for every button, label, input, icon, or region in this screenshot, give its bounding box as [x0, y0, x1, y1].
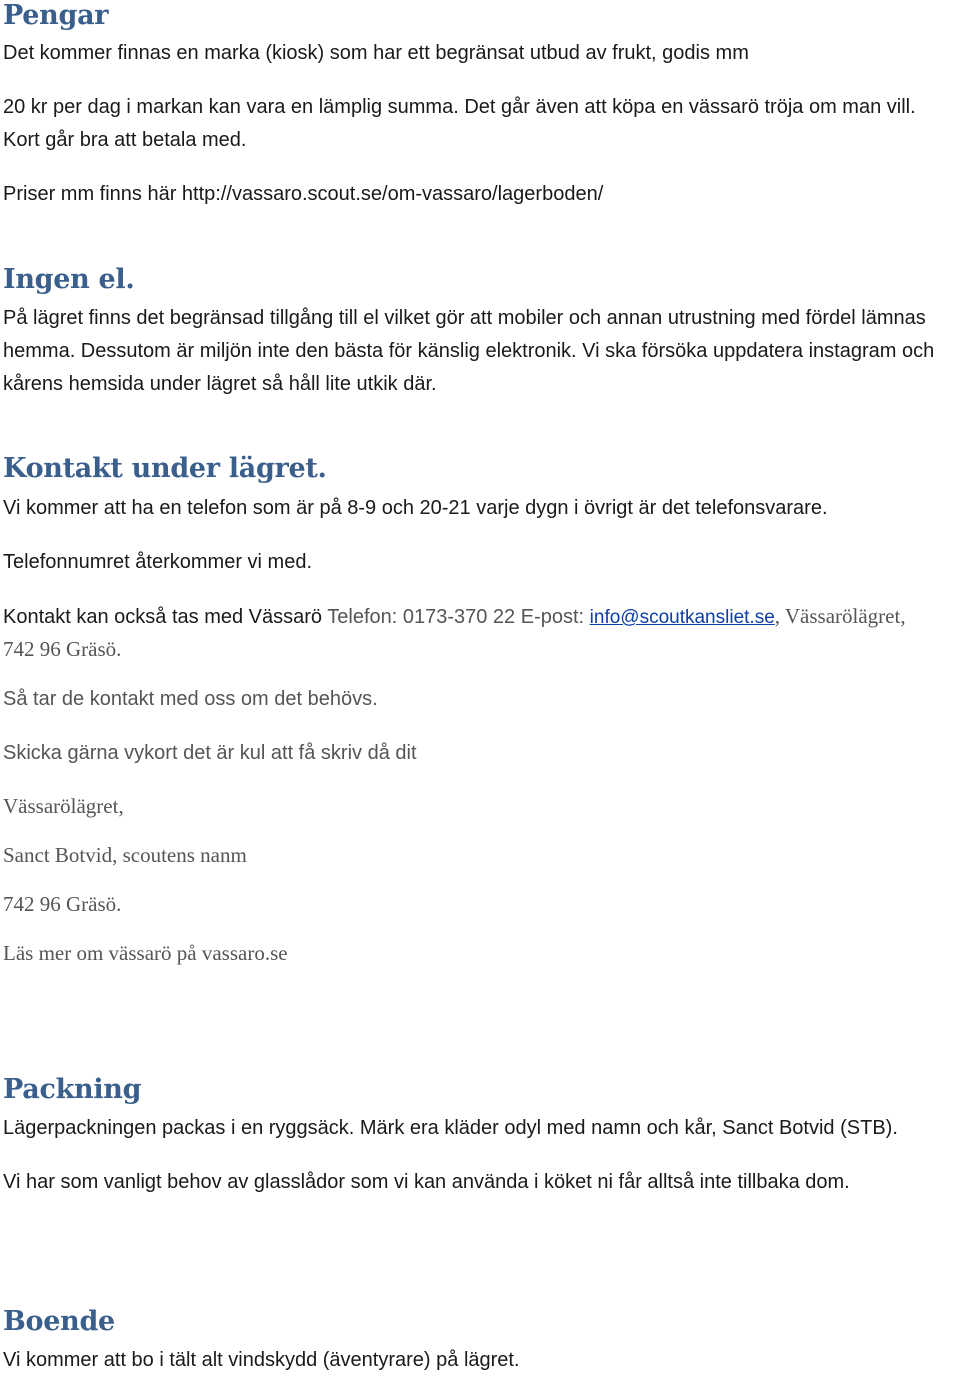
kontakt-prefix: Kontakt kan också tas med Vässarö: [3, 606, 328, 628]
heading-packning: Packning: [3, 1074, 142, 1105]
vassaro-more-text: Läs mer om vässarö på vassaro.se: [3, 941, 288, 965]
address-line-2: Sanct Botvid, scoutens nanm: [3, 843, 247, 867]
heading-ingen-el: Ingen el.: [3, 264, 135, 295]
kontakt-behovs-text: Så tar de kontakt med oss om det behövs.: [3, 688, 378, 710]
pengar-priser-text: Priser mm finns här http://vassaro.scout.se/om-vassaro/lagerboden/: [3, 183, 604, 205]
heading-kontakt: Kontakt under lägret.: [3, 453, 327, 484]
kontakt-vassaro-text: [3, 600, 906, 634]
email-link[interactable]: info@scoutkansliet.se: [589, 607, 775, 628]
kontakt-phone: Telefon: 0173-370 22 E-post:: [327, 606, 590, 628]
ingen-el-text: På lägret finns det begränsad tillgång till el vilket gör att mobiler och annan utrustning med fördel lämnas hemma. Dessutom är miljön inte den bästa för känslig elektronik. Vi ska försöka uppdatera instagram och kårens hemsida under lägret så håll lite utkik där.: [3, 307, 935, 395]
kontakt-telefon-text: Vi kommer att ha en telefon som är på 8-9 och 20-21 varje dygn i övrigt är det telefonsvarare.: [3, 497, 828, 519]
heading-pengar: Pengar: [3, 0, 109, 31]
pengar-kiosk-text: Det kommer finnas en marka (kiosk) som har ett begränsat utbud av frukt, godis mm: [3, 42, 749, 64]
kontakt-telefonnummer-text: Telefonnumret återkommer vi med.: [3, 551, 313, 573]
pengar-summa-text: 20 kr per dag i markan kan vara en lämplig summa. Det går även att köpa en vässarö tröja om man vill. Kort går bra att betala med.: [3, 96, 916, 151]
address-line-1: Vässarölägret,: [3, 794, 124, 818]
boende-text: Vi kommer att bo i tält alt vindskydd (äventyrare) på lägret.: [3, 1349, 520, 1371]
packning-glasslador-text: Vi har som vanligt behov av glasslådor som vi kan använda i köket ni får alltså inte tillbaka dom.: [3, 1171, 850, 1193]
heading-boende: Boende: [3, 1306, 115, 1337]
packning-ryggsack-text: Lägerpackningen packas i en ryggsäck. Märk era kläder odyl med namn och kår, Sanct Botvid (STB).: [3, 1117, 898, 1139]
address-line-3: 742 96 Gräsö.: [3, 892, 122, 916]
kontakt-postort: 742 96 Gräsö.: [3, 637, 122, 661]
vykort-text: Skicka gärna vykort det är kul att få skriv då dit: [3, 742, 417, 764]
kontakt-suffix: , Vässarölägret,: [774, 604, 906, 628]
